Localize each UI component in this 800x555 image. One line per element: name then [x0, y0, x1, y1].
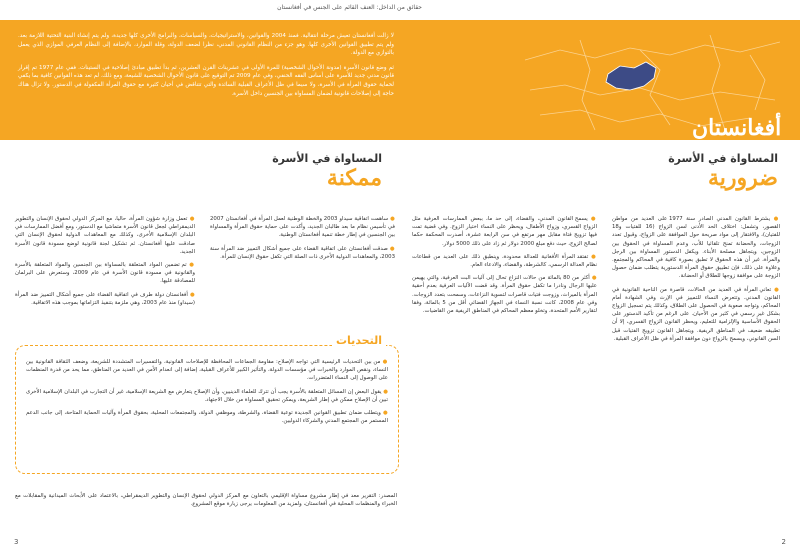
- bullet-icon: ●: [587, 216, 597, 222]
- intro-paragraph: ثم وضع قانون الأسرة (مدونة الأحوال الشخصية) للمرة الأولى في عشرينات القرن العشرين، ثم بدأ تطبيق مبادئ إصلاحية في الستينات. ففي عام 1977 تم إقرار قانون مدني جديد للأسرة على أساس الفقه الحنفي، وفي عام 2009 تم التوقيع على قانون الأحوال الشخصية للشيعة، ومع ذلك، لم تعد هذه القوانين كافية بما يكفي لحماية حقوق المرأة في الأسرة، ولا سيما في ظل الأعراف القبلية السائدة والتي تتناقض في أحيان كثيرة مع حقوق المرأة المكفولة في الدستور. ولا تزال هناك حاجة إلى إصلاحات قانونية لضمان المساواة بين الجنسين داخل الأسرة.: [18, 64, 394, 97]
- running-title: حقائق من الداخل: العنف القائم على الجنس في أفغانستان: [277, 4, 422, 11]
- paragraph: [412, 215, 597, 248]
- bullet-icon: ●: [186, 262, 195, 269]
- paragraph-text: يسمح القانون المدني، والقضاء، إلى حد ما، ببعض الممارسات العرفية مثل الزواج القسري، وزواج الأطفال، ويحظر على النساء اختيار الزوج. وفي قضية تمت فيها تزويج فتاة مقابل مهر مرتفع في سن الرابعة عشرة، أصدرت المحكمة حكما لصالح الزوج، حيث دفع مبلغ 2000 دولار ثم زاد على ذلك 5000 دولار.: [412, 216, 597, 247]
- intro-text: [18, 32, 394, 104]
- paragraph: [612, 286, 780, 343]
- paragraph: [26, 409, 388, 425]
- paragraph: [26, 388, 388, 404]
- left-page-column-b: [210, 215, 395, 266]
- bullet-icon: ●: [771, 286, 780, 293]
- left-page-column-a: [15, 215, 195, 312]
- paragraph-text: تم تضمين المواد المتعلقة بالمساواة بين الجنسين والمواد المتعلقة بالأسرة والقانونية في مسودة قانون الأسرة في عام 2009، وستعرض على البرلمان للمصادقة عليها.: [15, 262, 195, 285]
- orange-banner: [0, 20, 800, 140]
- challenges-box: [15, 334, 399, 474]
- heading-big: ضرورية: [708, 165, 778, 191]
- intro-paragraph: لا زالت أفغانستان تعيش مرحلة انتقالية. فمنذ 2004 والقوانين، والاستراتيجيات، والسياسات، والبرامج الأخرى كلها جديدة، ولم يتم إنشاء البنية التحتية اللازمة بعد. ولم يتم تطبيق القوانين الأخرى كلها. وهو جزء من النظام القانوني المدني، نظرا لضعف الدولة، وقلة الموارد، بالإضافة إلى النظام العرفي الموازي الذي يعمل بالتوازي مع الدولة.: [18, 33, 394, 57]
- source-note: المصدر: التقرير معد في إطار مشروع مساواة الإقليمي بالتعاون مع المركز الدولي لحقوق الإنسان والتطوير الديمقراطي، بالاعتماد على الأبحاث الميدانية والمقابلات مع الخبراء والمنظمات المحلية في أفغانستان، ولمزيد من المعلومات يرجى زيارة موقع المشروع.: [15, 493, 397, 507]
- right-heading: [608, 152, 778, 191]
- paragraph-text: صدقت أفغانستان على اتفاقية القضاء على جميع أشكال التمييز ضد المرأة سنة 2003، والمعاهدات الدولية الأخرى ذات الصلة التي تكفل حقوق الإنسان للمرأة.: [210, 245, 395, 260]
- paragraph-text: تعمل وزارة شؤون المرأة، حاليا، مع المركز الدولي لحقوق الإنسان والتطوير الديمقراطي لجعل قانون الأسرة متماشيا مع الدستور، ومع أفضل الممارسات في البلدان الإسلامية الأخرى، وكذلك مع المعاهدات الدولية لحقوق الإنسان التي صادقت عليها أفغانستان. ثم تشكيل لجنة قانونية لوضع مسودة قانون الأسرة الجديد.: [15, 216, 195, 255]
- paragraph-text: تفتقد المرأة الأفغانية للعدالة محدودة، وينطبق ذلك على العديد من قطاعات نظام العدالة الرسمي، كالشرطة، والقضاء، والادعاء العام.: [412, 253, 597, 269]
- paragraph-text: أفغانستان دولة طرف في اتفاقية القضاء على جميع أشكال التمييز ضد المرأة (سيداو) منذ عام 2003، وهي ملزمة بتنفيذ التزاماتها بموجب هذه الاتفاقية.: [15, 291, 195, 306]
- paragraph: [612, 215, 780, 281]
- paragraph-text: يقول البعض إن المسائل المتعلقة بالأسرة يجب أن تترك للعلماء الدينيين، وأن الإصلاح يتعارض مع الشريعة الإسلامية، غير أن التجارب في البلدان الإسلامية الأخرى تبين أن الإصلاح ممكن في إطار الشريعة، ويمكن تحقيق المساواة من خلال الاجتهاد.: [26, 388, 388, 403]
- bullet-icon: ●: [388, 216, 395, 222]
- bullet-icon: ●: [381, 388, 388, 395]
- running-header: [0, 0, 800, 20]
- heading-sub: المساواة في الأسرة: [272, 152, 382, 165]
- paragraph-text: يشترط القانون المدني الصادر سنة 1977 على العديد من مواطن القصور، وتشمل: اختلاف الحد الأدنى لسن الزواج (16 للفتيات و18 للفتيان)، والافتقار إلى مواد صريحة حول الموافقة على الزواج، وقبول تعدد الزوجات، والحضانة تمنح تلقائيا للأب، وعدم المساواة في الحقوق بين الزوجين، ويتجاهل مصلحة الأبناء. ويكفل الدستور المساواة بين الرجل والمرأة، غير أن هذه الحقوق لا تطبق بصورة كافية في المحاكم والمجتمع. وعلاوة على ذلك، فإن تطبيق حقوق المرأة الدستورية يتطلب ضمان حصول الزوجة على موافقة زوجها للطلاق أو الحضانة.: [612, 216, 781, 280]
- paragraph-text: أكثر من 80 بالمائة من حالات النزاع تحال إلى آليات البت العرفية، والتي يهيمن عليها الرجال ونادرا ما تكفل حقوق المرأة. وقد قضت الآليات العرفية بعدم أحقية المرأة بالميراث، وزوجت فتيات قاصرات لتسوية النزاعات، وسمحت بتعدد الزوجات. وفي عام 2008، كانت نسبة النساء في الجهاز القضائي أقل من 5 بالمائة، وفقا لتقارير الأمم المتحدة، وتخلو معظم المحاكم في المناطق الريفية من القاضيات.: [412, 275, 597, 315]
- paragraph: [15, 261, 195, 286]
- paragraph: [15, 215, 195, 256]
- bullet-icon: ●: [588, 253, 598, 260]
- bullet-icon: ●: [380, 410, 388, 417]
- middle-right-column: [412, 215, 597, 320]
- right-column: [612, 215, 780, 348]
- left-heading: [212, 152, 382, 191]
- paragraph: [412, 274, 597, 315]
- bullet-icon: ●: [589, 275, 597, 282]
- paragraph-text: ساهمت اتفاقية سيداو 2003 والخطة الوطنية لعمل المرأة في أفغانستان 2007 في تأسيس نظام ما بعد طالبان الجديد، وأكدت على حماية حقوق المرأة والمساواة بين الجنسين في إطار خطة تنمية أفغانستان الوطنية.: [210, 216, 395, 239]
- paragraph: [210, 215, 395, 240]
- paragraph: [15, 291, 195, 307]
- paragraph: [26, 358, 388, 383]
- bullet-icon: ●: [380, 359, 388, 365]
- page-number-right: 2: [781, 538, 786, 546]
- bullet-icon: ●: [187, 216, 195, 222]
- bullet-icon: ●: [770, 216, 780, 222]
- paragraph-text: تعاني المرأة في العديد من الحالات، قاصرة من الناحية القانونية في القانون المدني. وتتعرض النساء للتمييز في الإرث وفي الشهادة أمام المحاكم، وتواجه صعوبة في الحصول على الطلاق، وكذلك يتم تسجيل الزواج بشكل غير رسمي في كثير من الأحيان. على الرغم من تأكيد الدستور على الحقوق الأساسية والإلزامية للتعليم، ويحظر القانون الزواج القسري، إلا أن تطبيقه ضعيف في المناطق الريفية. ويتجاهل القانون تزويج الفتيات قبل السن القانوني، ويسمح بالزواج دون موافقة المرأة في ظل الأعراف القبلية.: [612, 286, 780, 342]
- page-number-left: 3: [14, 538, 19, 546]
- country-title: أفغانستان: [692, 115, 782, 141]
- challenges-title: التحديات: [332, 334, 386, 347]
- paragraph: [412, 253, 597, 269]
- paragraph: [210, 245, 395, 261]
- bullet-icon: ●: [187, 291, 196, 298]
- bullet-icon: ●: [387, 245, 396, 252]
- heading-big: ممكنة: [326, 165, 382, 191]
- paragraph-text: من بين التحديات الرئيسية التي تواجه الإصلاح: مقاومة الجماعات المحافظة للإصلاحات القانونية، والتفسيرات المتشددة للشريعة، وضعف الثقافة القانونية بين النساء، ونقص الموارد والخبرات في مؤسسات الدولة، والتأثير الكبير للأعراف القبلية، إضافة إلى انعدام الأمن في العديد من المناطق، مما يحد من قدرة المنظمات على الوصول إلى النساء المتضررات.: [26, 359, 388, 382]
- heading-sub: المساواة في الأسرة: [668, 152, 778, 165]
- challenges-body: [26, 358, 388, 430]
- paragraph-text: ويتطلب ضمان تطبيق القوانين الجديدة توعية القضاة، والشرطة، وموظفي الدولة، والمجتمعات المحلية، بحقوق المرأة وآليات الحماية المتاحة، إلى جانب الدعم المستمر من المجتمع المدني والشركاء الدوليين.: [26, 410, 388, 425]
- afghanistan-shape: [606, 62, 656, 90]
